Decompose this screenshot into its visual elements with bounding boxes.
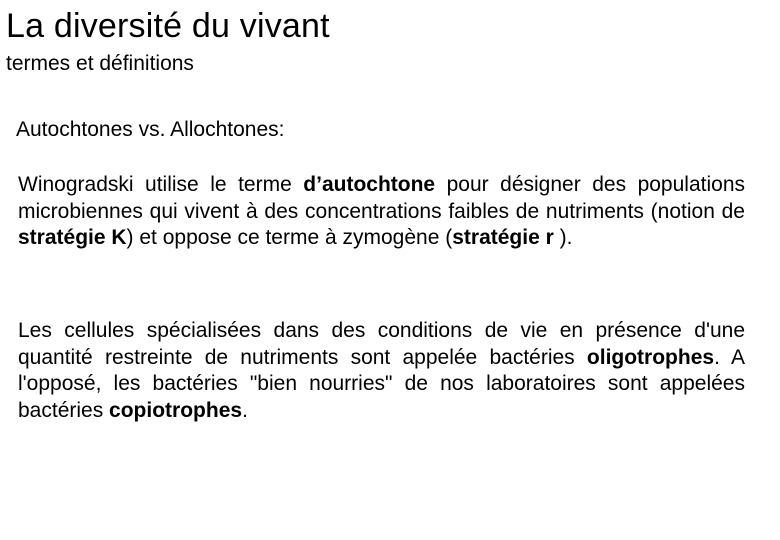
slide-subtitle: termes et définitions <box>6 52 194 75</box>
paragraph-text: Les cellules spécialisées dans des conditions de vie en présence d'une quantité restreinte de nutriments sont appelée bactéries <box>18 319 745 369</box>
paragraph-text: . A l'opposé, les bactéries "bien nourries" de nos laboratoires sont appelées bactéries <box>18 345 745 422</box>
paragraph-autochtone <box>18 172 745 252</box>
term-strategie-r: stratégie r <box>452 226 554 249</box>
paragraph-text: ). <box>553 226 573 249</box>
paragraph-oligotrophes <box>18 318 745 424</box>
paragraph-text: Winogradski utilise le terme <box>18 173 304 196</box>
term-oligotrophes: oligotrophes <box>586 345 715 369</box>
paragraph-text: pour désigner des populations microbiennes qui vivent à des concentrations faibles de nutriments (notion de <box>18 173 745 223</box>
term-copiotrophes: copiotrophes <box>109 398 243 422</box>
slide-title: La diversité du vivant <box>6 7 330 45</box>
paragraph-text: ) et oppose ce terme à zymogène ( <box>126 226 453 249</box>
paragraph-text: . <box>242 398 248 422</box>
term-autochtone: d’autochtone <box>303 173 436 196</box>
section-heading: Autochtones vs. Allochtones: <box>16 118 285 141</box>
term-strategie-k: stratégie K <box>18 226 127 249</box>
